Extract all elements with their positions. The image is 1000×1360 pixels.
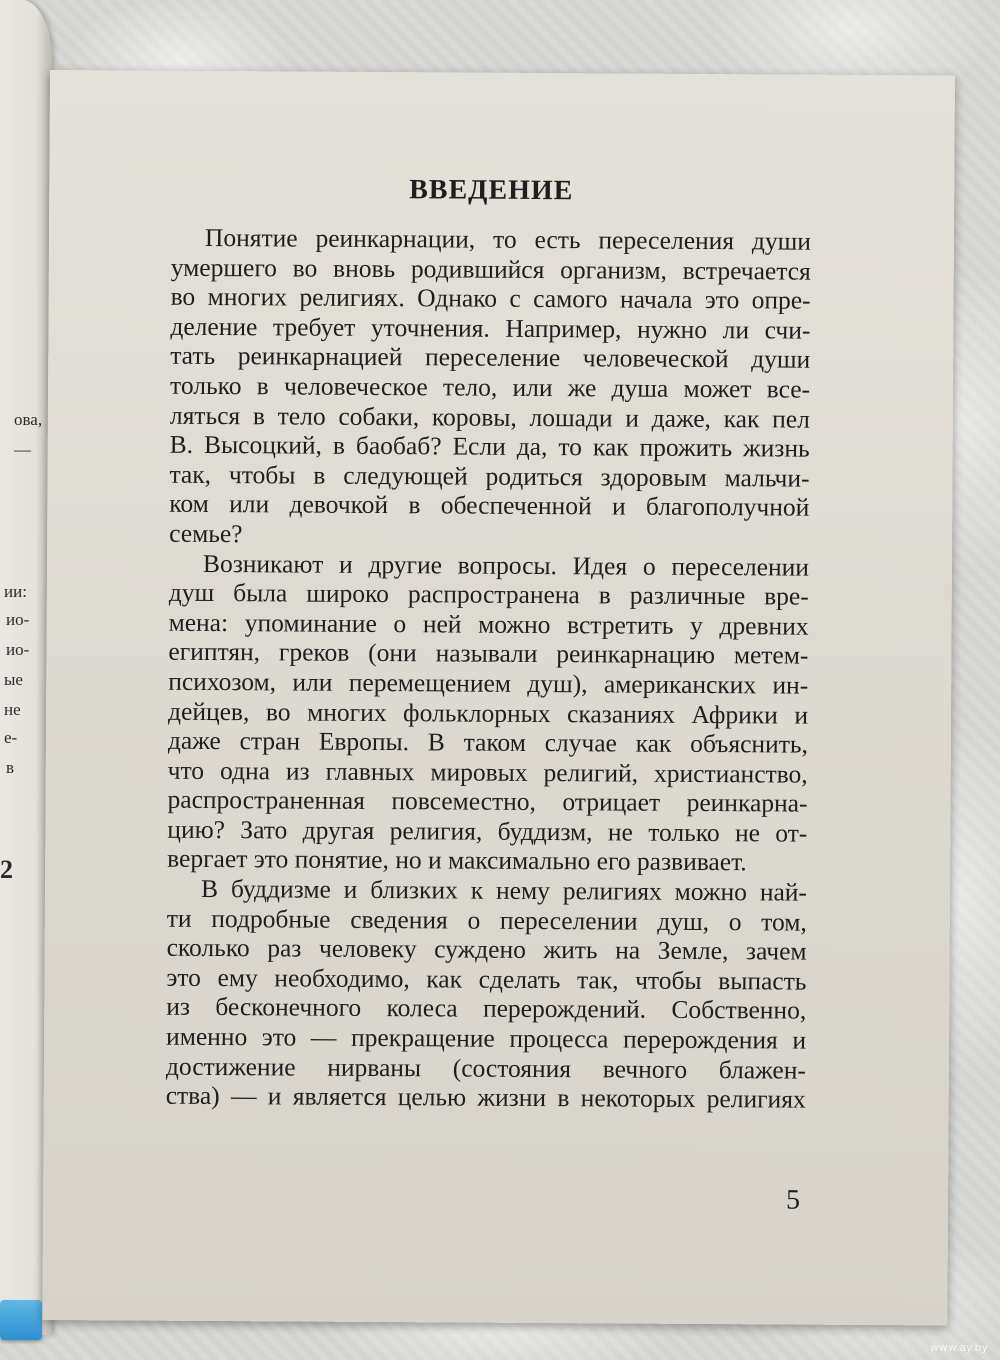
text-line: египтян, греков (они называли реинкарнацию метем- [168, 637, 809, 670]
text-line: Понятие реинкарнации, то есть переселения души [204, 222, 812, 256]
chapter-title: ВВЕДЕНИЕ [409, 174, 574, 207]
text-line: мена: упоминание о ней можно встретить у древних [168, 607, 809, 641]
text-line: умершего во вновь родившийся организм, встречается [170, 252, 811, 286]
text-line: так, чтобы в следующей родиться здоровым мальчи- [169, 459, 810, 493]
text-line: душ была широко распространена в различные вре- [168, 577, 809, 611]
text-line: В буддизме и близких к нему религиях можно най- [200, 874, 808, 907]
paragraph-1 [169, 223, 811, 552]
text-line: цию? Зато другая религия, буддизм, не только не от- [167, 814, 808, 848]
text-line: Возникают и другие вопросы. Идея о переселении [202, 548, 810, 582]
page-number: 5 [786, 1184, 801, 1216]
left-page-fragment: ова, [14, 410, 43, 429]
paragraph-3 [166, 874, 807, 1115]
text-line: семье? [169, 518, 243, 549]
text-line: ком или девочкой в обеспеченной и благополучной [169, 489, 810, 522]
text-line: это ему необходимо, как сделать так, чтобы выпасть [166, 962, 807, 996]
left-page-fragment: е- [4, 728, 18, 747]
left-page-fragment: не [4, 700, 21, 719]
page-text-block [166, 169, 812, 1115]
left-page-fragment: — [14, 440, 31, 459]
text-line: ляться в тело собаки, коровы, лошади и даже, как пел [169, 400, 810, 434]
text-line: что одна из главных мировых религий, христианство, [167, 755, 808, 789]
text-line: во многих религиях. Однако с самого начала это опре- [170, 281, 811, 315]
text-line: дейцев, во многих фольклорных сказаниях Африки и [167, 696, 809, 730]
text-line: распространенная повсеместно, отрицает реинкарна- [167, 785, 808, 818]
text-line: тать реинкарнацией переселение человеческой души [170, 341, 811, 375]
text-line: деление требует уточнения. Например, нужно ли счи- [170, 311, 811, 345]
text-line: сколько раз человеку суждено жить на Земле, зачем [166, 932, 807, 966]
left-page-fragment: в [6, 758, 15, 777]
left-page-fragment: ые [4, 670, 23, 689]
text-line: достижение нирваны (состояния вечного блажен- [165, 1051, 806, 1085]
text-line: вергает это понятие, но и максимально его развивает. [167, 844, 747, 877]
text-line: именно это — прекращение процесса перерождения и [166, 1021, 807, 1055]
text-line: ства) — и является целью жизни в некоторых религиях [165, 1080, 806, 1114]
text-line: даже стран Европы. В таком случае как объяснить, [167, 725, 808, 759]
watermark: www.ay.by [929, 1341, 988, 1354]
text-line: из бесконечного колеса перерождений. Собственно, [166, 992, 807, 1026]
left-page-fragment: ио- [6, 610, 30, 629]
blue-bookmark [0, 1300, 42, 1340]
text-line: ти подробные сведения о переселении душ, о том, [166, 903, 807, 937]
text-line: психозом, или перемещением душ), американских ин- [168, 666, 809, 700]
left-page-fragment: ио- [6, 640, 30, 659]
left-page-number: 2 [0, 855, 13, 884]
text-line: только в человеческое тело, или же душа может все- [169, 370, 811, 404]
paragraph-2 [167, 548, 809, 877]
book-page [42, 70, 955, 1326]
left-page-fragment: ии: [4, 582, 27, 601]
text-line: В. Высоцкий, в баобаб? Если да, то как прожить жизнь [169, 429, 810, 463]
